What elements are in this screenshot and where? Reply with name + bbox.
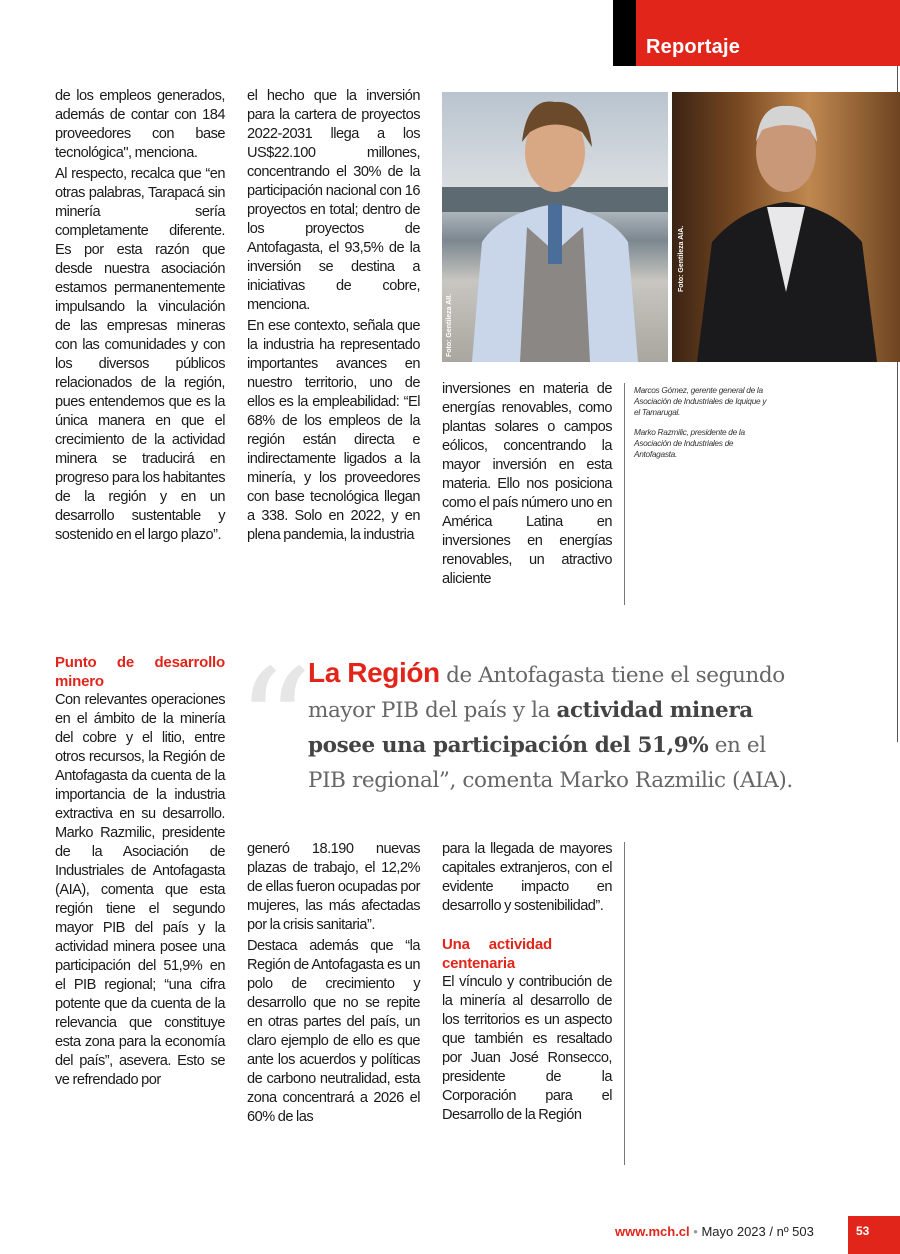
photo-marko-razmilic <box>672 92 900 362</box>
caption: Marko Razmilic, presidente de la Asociación de Industriales de Antofagasta. <box>634 427 745 459</box>
website-link[interactable]: www.mch.cl <box>615 1224 690 1239</box>
column-divider <box>624 383 625 605</box>
pull-quote-text: de Antofagasta tiene el segundo mayor PIB del país y la <box>308 663 785 723</box>
column-3-bottom <box>442 840 612 1127</box>
photo-captions <box>634 385 774 469</box>
portrait-illustration <box>442 92 668 362</box>
header-black-bar <box>613 0 636 66</box>
column-2-top <box>247 87 420 547</box>
column-3-top <box>442 380 612 591</box>
pull-quote-text: en el PIB regional”, comenta Marko Razmilic (AIA). <box>308 733 793 793</box>
paragraph: Con relevantes operaciones en el ámbito de la minería del cobre y el litio, entre otros recursos, la Región de Antofagasta da cuenta de la importancia de la industria extractiva en su desarrollo. Marko Razmilic, presidente de la Asociación de Industriales de Antofagasta (AIA), comenta que esta región tiene el segundo mayor PIB del país y la actividad minera posee una participación del 51,9% en el PIB regional; “una cifra potente que da cuenta de la relevancia que constituye esta zona para la economía del país”, asevera. Esto se ve refrendado por <box>55 692 225 1088</box>
photo-marcos-gomez <box>442 92 668 362</box>
subheading: Punto de desarrollo minero <box>55 654 225 690</box>
paragraph: para la llegada de mayores capitales extranjeros, con el evidente impacto en desarrollo y sostenibilidad”. <box>442 841 612 914</box>
section-title: Reportaje <box>646 36 741 58</box>
pull-quote-bold: actividad minera posee una participación del 51,9% <box>308 698 753 758</box>
footer <box>615 1224 814 1239</box>
pull-quote <box>308 655 798 798</box>
photo-credit: Foto: Gentileza AIA. <box>678 225 685 292</box>
paragraph: el hecho que la inversión para la cartera de proyectos 2022-2031 llega a los US$22.100 millones, concentrando el 30% de la participación nacional con 16 proyectos en total; dentro de los proyectos de Antofagasta, el 93,5% de la inversión se destina a iniciativas de cobre, menciona. <box>247 88 420 313</box>
issue-info: Mayo 2023 / nº 503 <box>701 1224 814 1239</box>
column-2-bottom <box>247 840 420 1129</box>
paragraph: Al respecto, recalca que “en otras palabras, Tarapacá sin minería sería completamente diferente. Es por esta razón que desde nuestra asociación estamos permanentemente impulsando la vinculación de las empresas mineras con las comunidades y con los diversos públicos relacionados de la región, pues entendemos que es la única manera en que el crecimiento de la actividad minera se traducirá en progreso para los habitantes de la región y en un desarrollo sustentable y sostenido en el largo plazo”. <box>55 166 225 543</box>
page-number: 53 <box>848 1216 900 1254</box>
quote-mark-icon: “ <box>236 638 313 812</box>
column-divider <box>624 842 625 1165</box>
paragraph: Destaca además que “la Región de Antofagasta es un polo de crecimiento y desarrollo que no se repite en otras partes del país, un claro ejemplo de ello es que ante los acuerdos y políticas de carbono neutralidad, esta zona concentrará a 2026 el 60% de las <box>247 938 420 1125</box>
column-1-top <box>55 87 225 547</box>
pull-quote-lead: La Región <box>308 657 440 688</box>
paragraph: En ese contexto, señala que la industria ha representado importantes avances en nuestro territorio, uno de ellos es la empleabilidad: “El 68% de los empleos de la región están directa e indirectamente ligados a la minería, y los proveedores con base tecnológica llegan a 338. Solo en 2022, y en plena pandemia, la industria <box>247 318 420 543</box>
caption: Marcos Gómez, gerente general de la Asociación de Industriales de Iquique y el Tamarugal. <box>634 385 767 417</box>
photo-credit: Foto: Gentileza AII. <box>446 293 453 357</box>
subheading: Una actividad centenaria <box>442 936 552 972</box>
paragraph: de los empleos generados, además de contar con 184 proveedores con base tecnológica", menciona. <box>55 88 225 161</box>
paragraph: El vínculo y contribución de la minería al desarrollo de los territorios es un aspecto que también es resaltado por Juan José Ronsecco, presidente de la Corporación para el Desarrollo de la Región <box>442 974 612 1123</box>
portrait-illustration <box>672 92 900 362</box>
separator: • <box>689 1224 702 1239</box>
paragraph: generó 18.190 nuevas plazas de trabajo, el 12,2% de ellas fueron ocupadas por mujeres, las más afectadas por la crisis sanitaria”. <box>247 841 420 933</box>
paragraph: inversiones en materia de energías renovables, como plantas solares o campos eólicos, concentrando la mayor inversión en esta materia. Ello nos posiciona como el país número uno en América Latina en inversiones en energías renovables, un atractivo aliciente <box>442 381 612 587</box>
column-1-bottom <box>55 653 225 1092</box>
